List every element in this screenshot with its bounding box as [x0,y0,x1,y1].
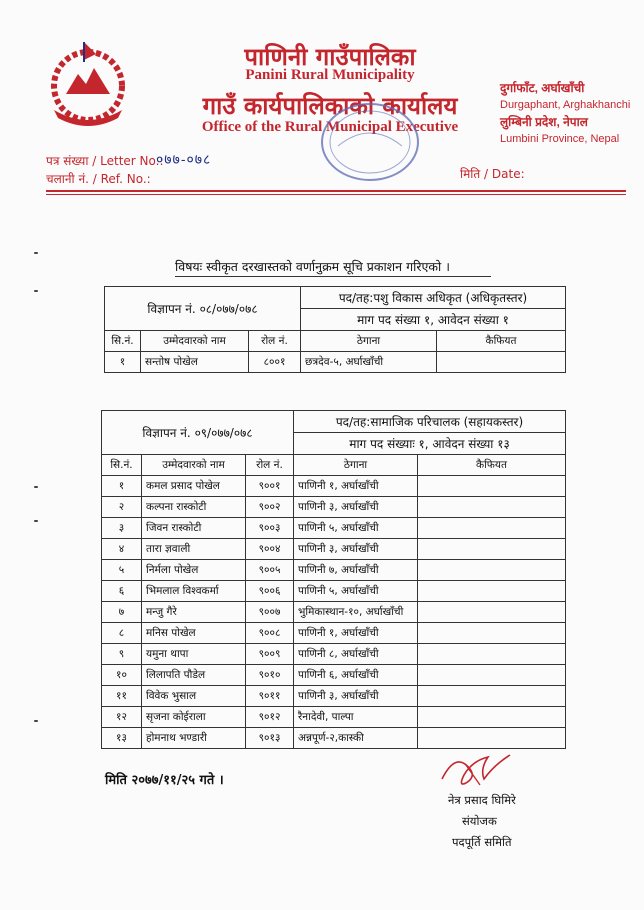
cell-sn: १३ [102,728,142,749]
cell-roll: ९००१ [246,476,294,497]
letterhead-divider-thin [46,194,626,195]
cell-sn: ३ [102,518,142,539]
cell-sn: ८ [102,623,142,644]
cell-remarks [418,476,566,497]
cell-sn: ४ [102,539,142,560]
cell-roll: ९००६ [246,581,294,602]
table-row [102,581,566,602]
cell-address: छत्रदेव-५, अर्घाखाँची [301,352,437,373]
cell-address: भुमिकास्थान-१०, अर्घाखाँची [294,602,418,623]
cell-address: पाणिनी ७, अर्घाखाँची [294,560,418,581]
signatory-name: नेत्र प्रसाद घिमिरे [448,793,516,807]
cell-remarks [418,686,566,707]
cell-name: मनिस पोखेल [142,623,246,644]
cell-sn: ११ [102,686,142,707]
cell-address: पाणिनी १, अर्घाखाँची [294,623,418,644]
subject-underline [175,276,491,277]
cell-roll: ९०१३ [246,728,294,749]
post-title: पद/तह:पशु विकास अधिकृत (अधिकृतस्तर) [301,287,566,309]
cell-name: कमल प्रसाद पोखेल [142,476,246,497]
table-row [102,623,566,644]
cell-roll: ८००१ [249,352,301,373]
table-row [102,707,566,728]
office-stamp-icon [318,100,422,184]
cell-roll: ९०११ [246,686,294,707]
header-address: ठेगाना [301,331,437,352]
cell-name: विवेक भुसाल [142,686,246,707]
table-row [102,686,566,707]
table-row [102,665,566,686]
cell-remarks [418,602,566,623]
address-nepali-line1: दुर्गाफाँट, अर्घाखाँची [500,81,585,95]
cell-roll: ९०१० [246,665,294,686]
cell-sn: ५ [102,560,142,581]
cell-remarks [418,644,566,665]
cell-address: पाणिनी ३, अर्घाखाँची [294,497,418,518]
cell-remarks [418,497,566,518]
cell-address: पाणिनी ३, अर्घाखाँची [294,539,418,560]
cell-sn: १२ [102,707,142,728]
cell-sn: २ [102,497,142,518]
cell-roll: ९००२ [246,497,294,518]
cell-address: पाणिनी १, अर्घाखाँची [294,476,418,497]
cell-roll: ९००३ [246,518,294,539]
signatory-role: संयोजक [462,814,497,828]
advertisement-number: विज्ञापन नं. ०८/०७७/०७८ [105,287,301,331]
address-english-line1: Durgaphant, Arghakhanchi [500,99,631,111]
punch-mark [34,520,38,522]
table-row [102,518,566,539]
cell-roll: ९००५ [246,560,294,581]
table-row [102,476,566,497]
address-nepali-line2: लुम्बिनी प्रदेश, नेपाल [500,115,588,129]
cell-sn: १ [102,476,142,497]
cell-address: पाणिनी ६, अर्घाखाँची [294,665,418,686]
committee-name: पदपूर्ति समिति [452,835,512,849]
cell-sn: ७ [102,602,142,623]
table-header-row [105,331,566,352]
table-row [102,644,566,665]
punch-mark [34,290,38,292]
office-address [500,80,640,148]
table-row [102,560,566,581]
table-row [102,602,566,623]
table-row [102,497,566,518]
demand-count: माग पद संख्याः १, आवेदन संख्या १३ [294,433,566,455]
punch-mark [34,252,38,254]
advertisement-number: विज्ञापन नं. ०९/०७७/०७८ [102,411,294,455]
header-sn: सि.नं. [105,331,141,352]
cell-name: यमुना थापा [142,644,246,665]
municipality-name-english: Panini Rural Municipality [245,67,415,83]
punch-mark [34,720,38,722]
cell-remarks [437,352,566,373]
cell-address: अन्नपूर्ण-२,कास्की [294,728,418,749]
cell-name: कल्पना रास्कोटी [142,497,246,518]
cell-remarks [418,707,566,728]
cell-name: सृजना कोईराला [142,707,246,728]
address-english-line2: Lumbini Province, Nepal [500,133,620,145]
header-name: उम्मेदवारको नाम [141,331,249,352]
cell-name: भिमलाल विश्वकर्मा [142,581,246,602]
header-name: उम्मेदवारको नाम [142,455,246,476]
cell-sn: १० [102,665,142,686]
cell-remarks [418,560,566,581]
municipality-name-nepali: पाणिनी गाउँपालिका [244,43,416,71]
header-roll: रोल नं. [249,331,301,352]
signature-icon [436,745,516,793]
cell-remarks [418,539,566,560]
header-roll: रोल नं. [246,455,294,476]
cell-name: सन्तोष पोखेल [141,352,249,373]
reference-number-label: चलानी नं. / Ref. No.: [46,172,151,186]
cell-remarks [418,581,566,602]
header-remarks: कैफियत [437,331,566,352]
cell-name: लिलापति पौडेल [142,665,246,686]
cell-address: पाणिनी ५, अर्घाखाँची [294,581,418,602]
table-row [105,352,566,373]
cell-address: पाणिनी ३, अर्घाखाँची [294,686,418,707]
office-name-english: Office of the Rural Municipal Executive [201,119,459,135]
letter-number-label: पत्र संख्या / Letter No.: [46,154,164,168]
header-address: ठेगाना [294,455,418,476]
cell-roll: ९००७ [246,602,294,623]
candidate-table-2 [101,410,566,749]
cell-roll: ९००४ [246,539,294,560]
office-name-nepali: गाउँ कार्यपालिकाको कार्यालय [202,92,458,120]
table-header-row [102,455,566,476]
post-title: पद/तह:सामाजिक परिचालक (सहायकस्तर) [294,411,566,433]
header-remarks: कैफियत [418,455,566,476]
table-row [102,539,566,560]
cell-name: निर्मला पोखेल [142,560,246,581]
nepal-emblem-icon [36,38,140,128]
header-sn: सि.नं. [102,455,142,476]
cell-address: पाणिनी ८, अर्घाखाँची [294,644,418,665]
cell-roll: ९००९ [246,644,294,665]
cell-name: मन्जु गैरे [142,602,246,623]
cell-sn: ९ [102,644,142,665]
subject-line: विषयः स्वीकृत दरखास्तको वर्णानुक्रम सूचि प्रकाशन गरिएको । [175,259,450,274]
cell-name: जिवन रास्कोटी [142,518,246,539]
cell-sn: १ [105,352,141,373]
cell-roll: ९००८ [246,623,294,644]
letterhead-date-label: मिति / Date: [460,167,525,181]
letterhead-divider [46,190,626,192]
letter-number-value: ०७७-०७८ [156,151,212,167]
cell-sn: ६ [102,581,142,602]
cell-name: तारा ज्ञवाली [142,539,246,560]
publication-date: मिति २०७७/११/२५ गते । [105,773,224,788]
cell-roll: ९०१२ [246,707,294,728]
cell-remarks [418,665,566,686]
cell-remarks [418,623,566,644]
cell-address: रैनादेवी, पाल्पा [294,707,418,728]
cell-address: पाणिनी ५, अर्घाखाँची [294,518,418,539]
cell-name: होमनाथ भण्डारी [142,728,246,749]
cell-remarks [418,518,566,539]
demand-count: माग पद संख्या १, आवेदन संख्या १ [301,309,566,331]
punch-mark [34,486,38,488]
candidate-table-1 [104,286,566,373]
